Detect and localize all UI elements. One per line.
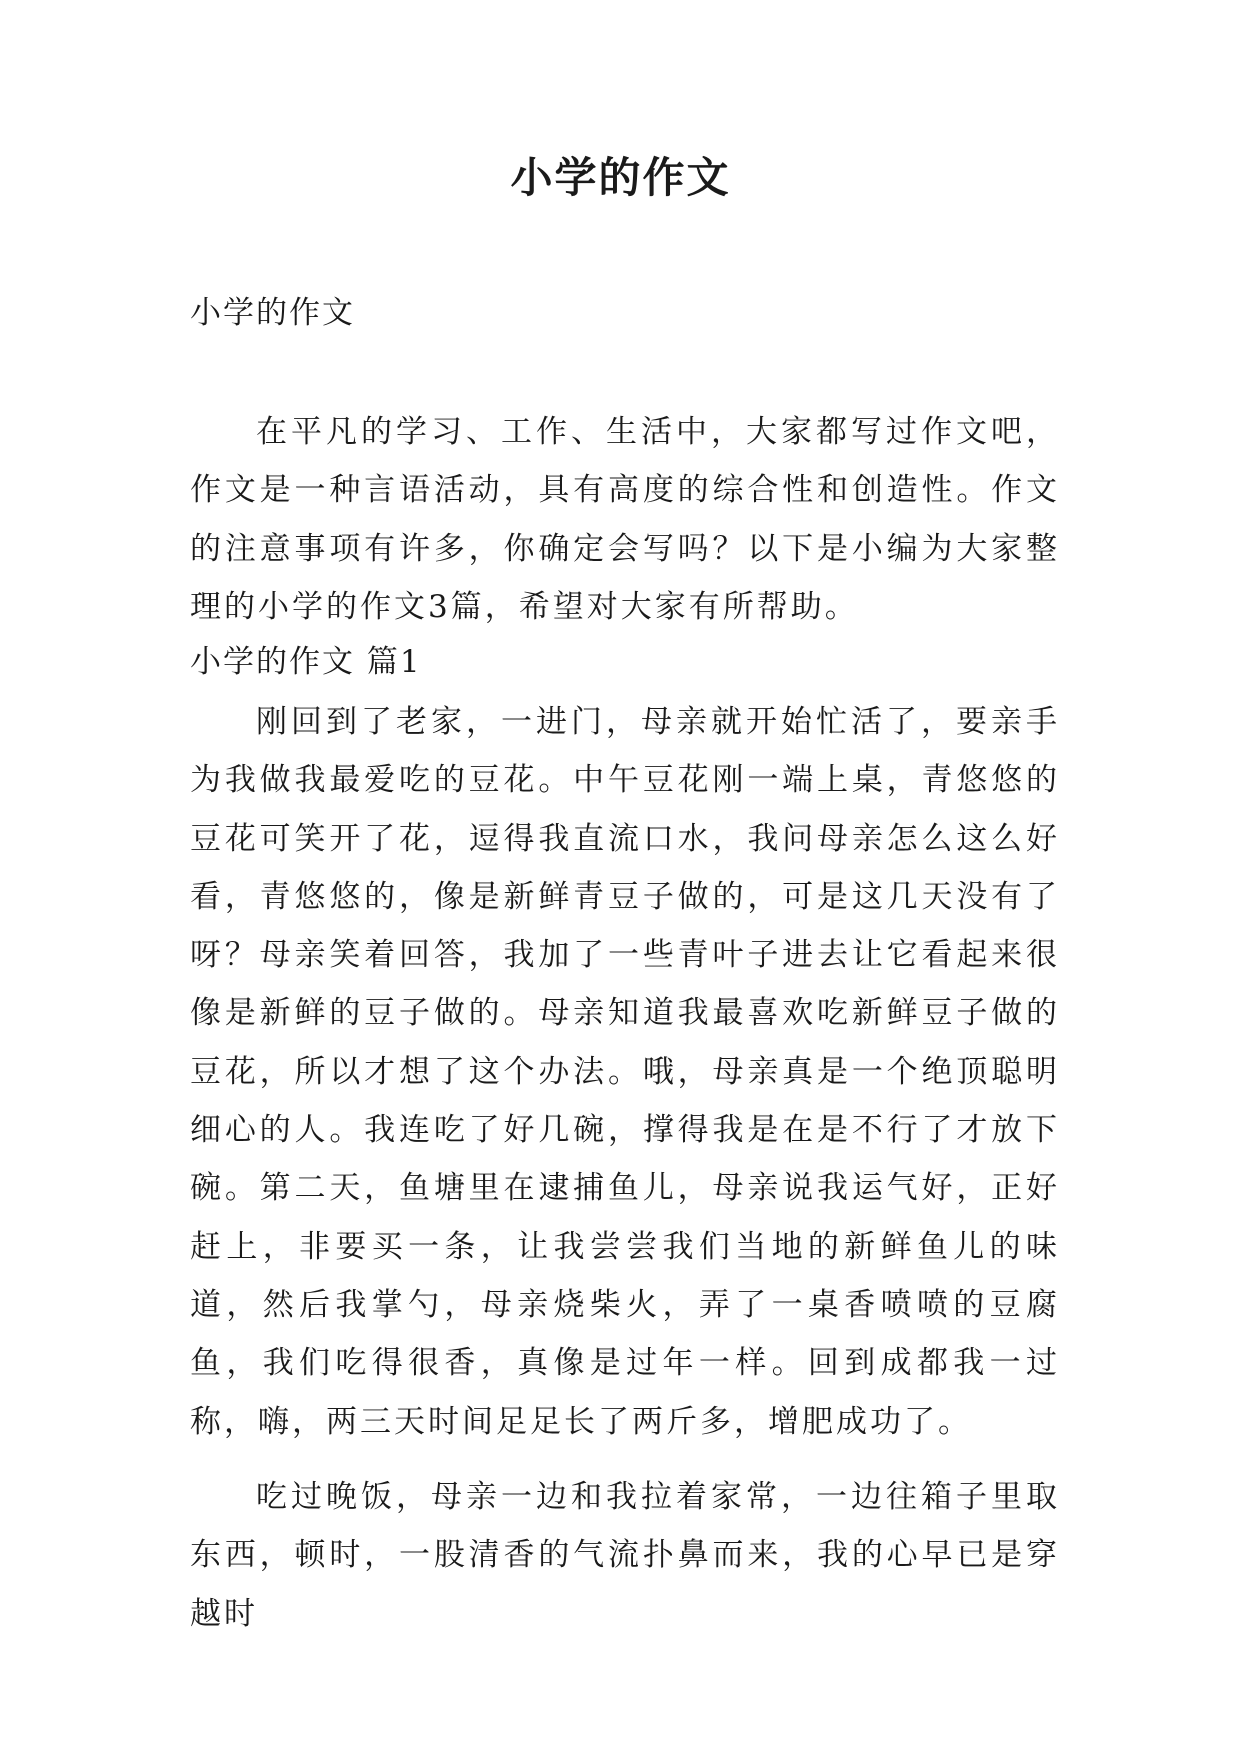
document-subtitle: 小学的作文 bbox=[190, 295, 355, 331]
body-paragraph: 刚回到了老家，一进门，母亲就开始忙活了，要亲手为我做我最爱吃的豆花。中午豆花刚一端上桌，青悠悠的豆花可笑开了花，逗得我直流口水，我问母亲怎么这么好看，青悠悠的，像是新鲜青豆子做的，可是这几天没有了呀？母亲笑着回答，我加了一些青叶子进去让它看起来很像是新鲜的豆子做的。母亲知道我最喜欢吃新鲜豆子做的豆花，所以才想了这个办法。哦，母亲真是一个绝顶聪明细心的人。我连吃了好几碗，撑得我是在是不行了才放下碗。第二天，鱼塘里在逮捕鱼儿，母亲说我运气好，正好赶上，非要买一条，让我尝尝我们当地的新鲜鱼儿的味道，然后我掌勺，母亲烧柴火，弄了一桌香喷喷的豆腐鱼，我们吃得很香，真像是过年一样。回到成都我一过称，嗨，两三天时间足足长了两斤多，增肥成功了。 bbox=[190, 704, 1060, 1440]
body-paragraph: 吃过晚饭，母亲一边和我拉着家常，一边往箱子里取东西，顿时，一股清香的气流扑鼻而来，我的心早已是穿越时 bbox=[190, 1479, 1060, 1632]
intro-paragraph: 在平凡的学习、工作、生活中，大家都写过作文吧，作文是一种言语活动，具有高度的综合性和创造性。作文的注意事项有许多，你确定会写吗？以下是小编为大家整理的小学的作文3篇，希望对大家有所帮助。 bbox=[190, 414, 1060, 625]
section-heading: 小学的作文 篇1 bbox=[190, 644, 422, 680]
document-title: 小学的作文 bbox=[510, 153, 731, 202]
